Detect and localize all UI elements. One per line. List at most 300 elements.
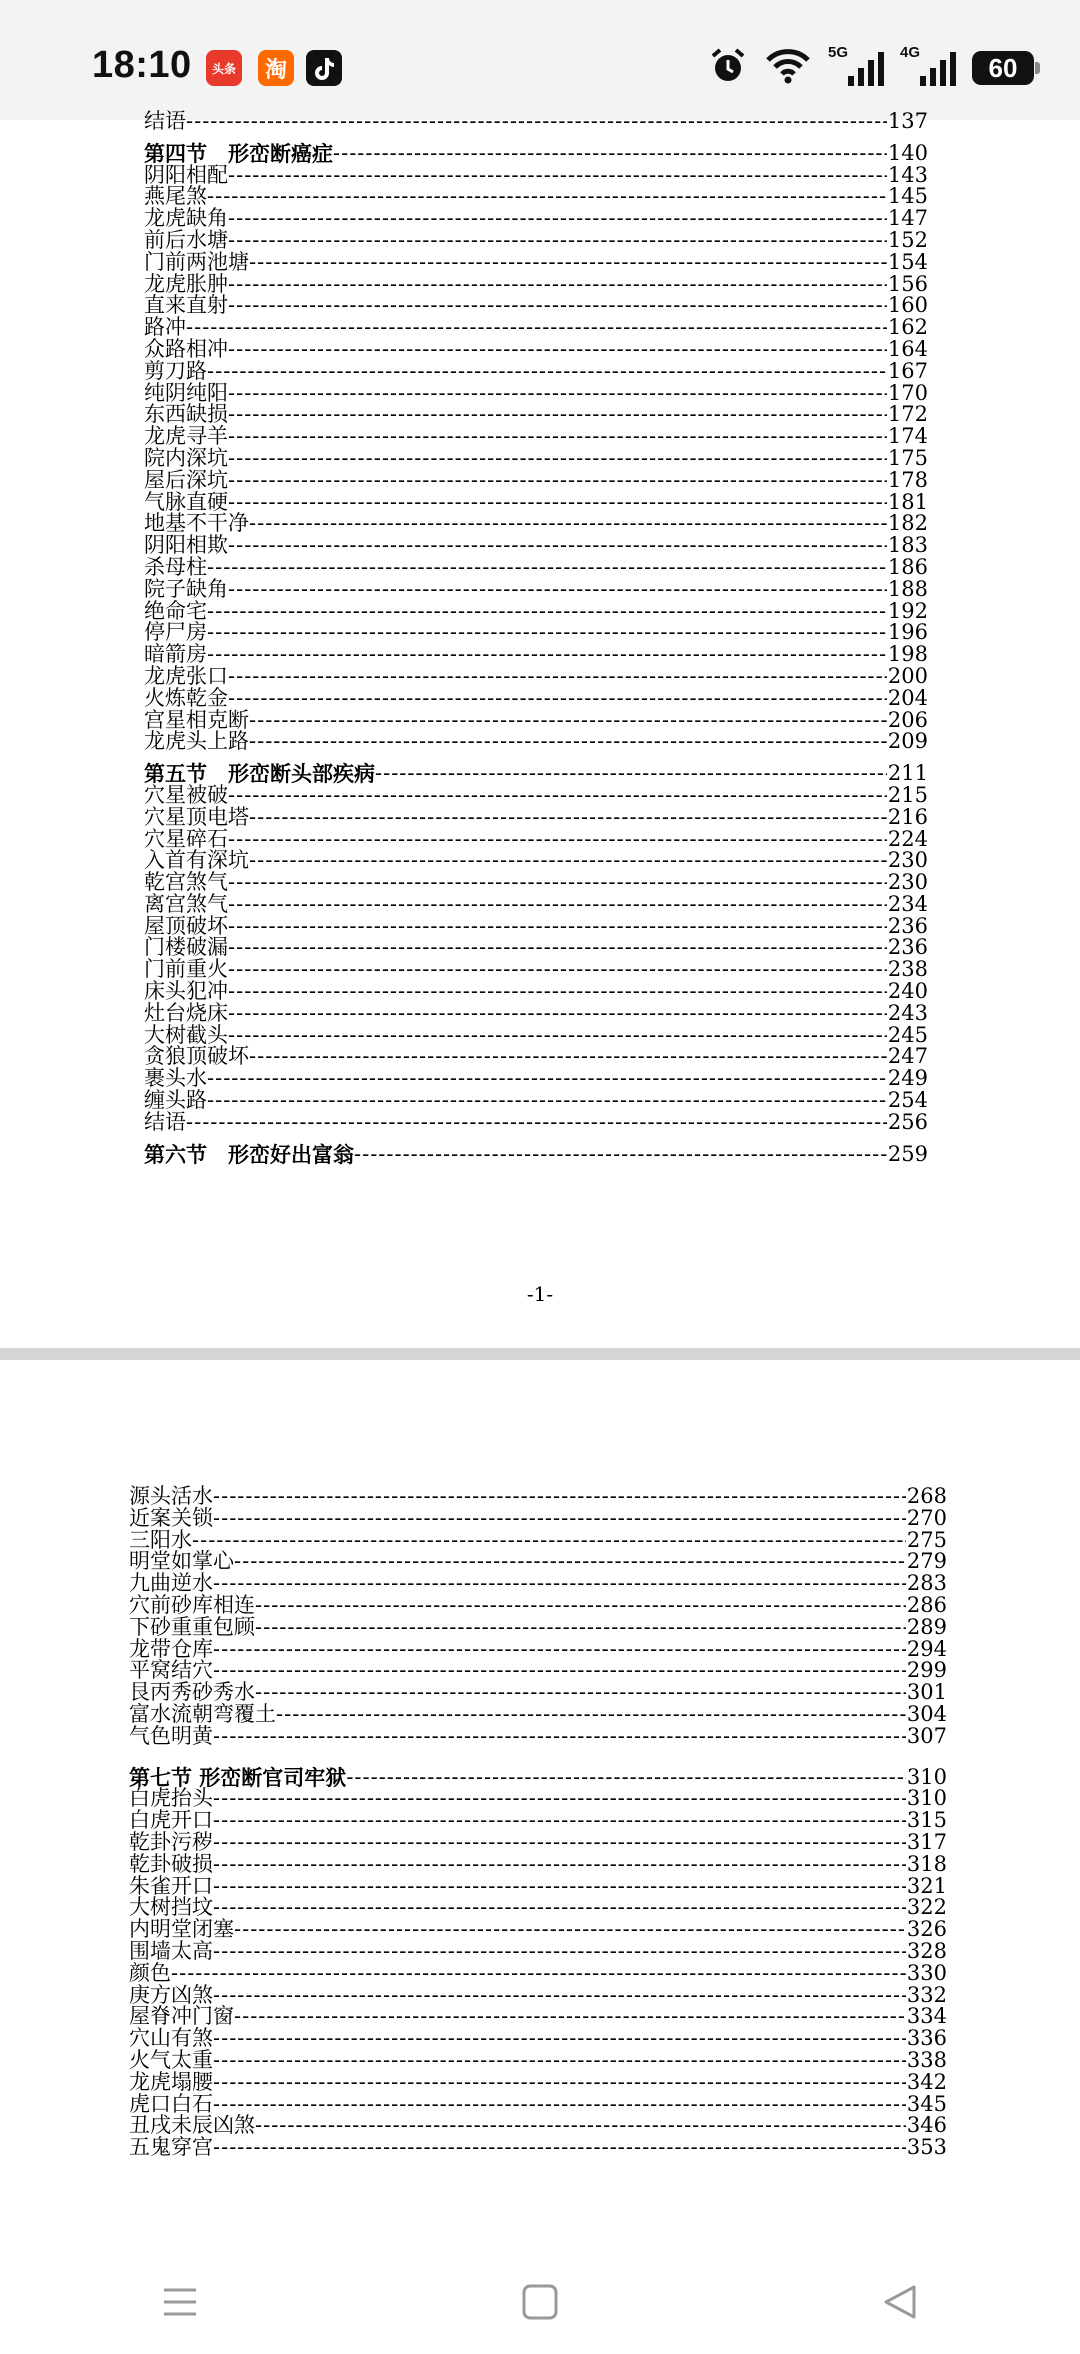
toc-entry-label: 近案关锁	[129, 1505, 213, 1530]
toc-entry-page: 178	[887, 467, 928, 492]
toc-leader	[228, 404, 887, 426]
status-time: 18:10	[92, 44, 192, 86]
toc-entry	[144, 271, 928, 296]
toc-entry	[129, 1527, 947, 1552]
toc-leader	[207, 622, 887, 644]
toc-entry	[144, 513, 928, 535]
toc-leader	[234, 1551, 906, 1573]
toc-entry-label: 平窝结穴	[129, 1658, 213, 1683]
toc-entry-label: 结语	[144, 1109, 186, 1134]
toc-entry-page: 162	[887, 315, 928, 340]
toc-entry-page: 137	[887, 109, 928, 133]
toc-entry-label: 纯阴纯阳	[144, 380, 228, 405]
toc-entry-page: 304	[906, 1701, 947, 1726]
document-page-2[interactable]	[0, 1360, 1080, 2250]
toc-entry-label: 龙虎胀肿	[144, 271, 228, 296]
toc-entry-page: 249	[887, 1066, 928, 1091]
toc-entry-label: 绝命宅	[144, 598, 207, 623]
toc-entry-page: 174	[887, 424, 928, 449]
toc-entry-label: 源头活水	[129, 1484, 213, 1508]
toc-entry-page: 243	[887, 1000, 928, 1025]
page-number: -1-	[526, 1282, 554, 1306]
toc-list-page-1	[144, 111, 928, 1165]
toc-entry	[129, 1573, 947, 1595]
toc-entry	[129, 2047, 947, 2072]
toc-entry-label: 穴星被破	[144, 782, 228, 807]
toc-entry-label: 路冲	[144, 315, 186, 340]
toc-entry-page: 336	[906, 2026, 947, 2051]
toc-entry-page: 216	[887, 804, 928, 829]
toc-entry-page: 328	[906, 1938, 947, 1963]
toc-entry-page: 164	[887, 336, 928, 361]
toc-leader	[354, 1144, 887, 1166]
toc-entry	[144, 317, 928, 339]
toc-entry-label: 直来直射	[144, 293, 228, 318]
menu-button[interactable]	[140, 2272, 220, 2332]
toc-entry	[129, 1851, 947, 1876]
toc-entry-label: 朱雀开口	[129, 1873, 213, 1898]
toc-leader	[249, 252, 887, 274]
toc-entry-label: 颜色	[129, 1960, 171, 1985]
signal-4g-label: 4G	[900, 44, 921, 61]
toc-entry-page: 289	[906, 1614, 947, 1639]
toc-leader	[228, 535, 887, 557]
signal-5g-icon	[828, 44, 884, 86]
toc-entry-label: 结语	[144, 109, 186, 133]
toc-entry-label: 五鬼穿宫	[129, 2135, 213, 2160]
toc-entry-page: 317	[906, 1829, 947, 1854]
toc-entry-page: 326	[906, 1917, 947, 1942]
toc-leader	[207, 361, 887, 383]
toc-entry	[129, 2115, 947, 2137]
toc-section-row	[144, 140, 928, 166]
toc-entry-page: 334	[906, 2004, 947, 2029]
toc-entry-label: 乾宫煞气	[144, 870, 228, 895]
toc-leader	[234, 2006, 906, 2028]
toc-leader	[228, 829, 887, 851]
alarm-icon	[708, 46, 748, 90]
toc-entry-label: 围墙太高	[129, 1938, 213, 1963]
toc-entry-label: 穴山有煞	[129, 2026, 213, 2051]
toc-entry-label: 富水流朝弯覆土	[129, 1701, 276, 1726]
toc-entry-label: 九曲逆水	[129, 1571, 213, 1596]
toc-entry-label: 燕尾煞	[144, 184, 207, 209]
toc-entry-page: 143	[887, 162, 928, 187]
toc-leader	[228, 785, 887, 807]
toc-entry-page: 238	[887, 957, 928, 982]
toc-entry-page: 275	[906, 1527, 947, 1552]
toc-entry	[129, 1592, 947, 1617]
toc-entry-label: 大树挡坟	[129, 1895, 213, 1920]
toc-entry-page: 188	[887, 576, 928, 601]
status-icons	[708, 44, 1034, 92]
toc-entry-page: 211	[887, 761, 928, 786]
toc-entry-page: 294	[906, 1636, 947, 1661]
toc-leader	[213, 1660, 906, 1682]
toc-leader	[171, 1963, 906, 1985]
toc-entry	[129, 1701, 947, 1726]
toc-entry	[144, 336, 928, 361]
home-icon	[520, 2282, 560, 2322]
toc-leader	[213, 2028, 906, 2050]
toc-entry-label: 穴前砂库相连	[129, 1592, 255, 1617]
toc-entry-page: 215	[887, 782, 928, 807]
toc-entry-label: 穴星顶电塔	[144, 804, 249, 829]
toc-entry-page: 167	[887, 358, 928, 383]
toc-entry	[144, 1046, 928, 1068]
toc-entry-label: 白虎开口	[129, 1808, 213, 1833]
toc-entry	[144, 644, 928, 666]
toc-entry-page: 152	[887, 227, 928, 252]
toc-entry-page: 175	[887, 445, 928, 470]
toc-leader	[213, 1985, 906, 2007]
toc-entry-label: 裹头水	[144, 1066, 207, 1091]
toc-entry	[129, 1788, 947, 1810]
toc-entry	[129, 1960, 947, 1985]
toc-leader	[333, 143, 887, 165]
toc-entry-label: 龙虎缺角	[144, 206, 228, 231]
toc-entry-label: 乾卦污秽	[129, 1829, 213, 1854]
toc-entry-page: 279	[906, 1549, 947, 1574]
toc-leader	[213, 1726, 906, 1748]
toc-entry-page: 299	[906, 1658, 947, 1683]
toc-leader	[228, 1003, 887, 1025]
toc-leader	[249, 850, 887, 872]
toc-entry-page: 236	[887, 913, 928, 938]
toc-entry-page: 338	[906, 2047, 947, 2072]
toc-entry	[129, 1614, 947, 1639]
toc-leader	[346, 1767, 906, 1789]
toc-leader	[207, 644, 887, 666]
toc-leader	[249, 1046, 887, 1068]
toc-entry-page: 224	[887, 826, 928, 851]
toc-entry	[144, 1109, 928, 1134]
toc-entry-page: 230	[887, 870, 928, 895]
toc-entry	[144, 707, 928, 732]
toc-entry	[144, 891, 928, 916]
toc-entry-page: 353	[906, 2135, 947, 2160]
toc-entry	[129, 1636, 947, 1661]
toc-entry-label: 白虎抬头	[129, 1786, 213, 1811]
toc-entry-label: 龙带仓库	[129, 1636, 213, 1661]
toc-leader	[186, 317, 887, 339]
toc-entry-page: 321	[906, 1873, 947, 1898]
toc-entry-label: 下砂重重包顾	[129, 1614, 255, 1639]
toc-entry	[129, 1982, 947, 2007]
toc-entry	[129, 2006, 947, 2028]
toc-entry	[129, 1873, 947, 1898]
toc-entry-page: 154	[887, 249, 928, 274]
toc-leader	[228, 230, 887, 252]
toc-entry-page: 147	[887, 206, 928, 231]
toc-leader	[207, 186, 887, 208]
toc-entry-label: 穴星碎石	[144, 826, 228, 851]
toc-entry-page: 310	[906, 1786, 947, 1811]
toc-leader	[228, 383, 887, 405]
toc-entry	[144, 622, 928, 644]
toc-entry-label: 气脉直硬	[144, 489, 228, 514]
toc-entry-label: 离宫煞气	[144, 891, 228, 916]
toc-entry-page: 183	[887, 533, 928, 558]
toc-entry-page: 254	[887, 1088, 928, 1113]
toc-entry-label: 床头犯冲	[144, 979, 228, 1004]
toc-entry	[144, 467, 928, 492]
toc-entry	[144, 249, 928, 274]
toc-entry-page: 186	[887, 554, 928, 579]
toc-leader	[228, 981, 887, 1003]
toc-leader	[375, 763, 887, 785]
toc-entry-page: 182	[887, 511, 928, 536]
home-button[interactable]	[500, 2272, 580, 2332]
toc-entry-page: 198	[887, 642, 928, 667]
toc-entry-label: 屋脊冲门窗	[129, 2004, 234, 2029]
toc-leader	[207, 1068, 887, 1090]
toc-entry	[144, 295, 928, 317]
toc-entry-label: 屋顶破坏	[144, 913, 228, 938]
toc-entry-page: 170	[887, 380, 928, 405]
toc-entry-page: 330	[906, 1960, 947, 1985]
toc-entry-label: 内明堂闭塞	[129, 1917, 234, 1942]
wifi-icon	[764, 46, 812, 90]
toc-leader	[228, 426, 887, 448]
toc-entry-label: 虎口白石	[129, 2091, 213, 2116]
toc-leader	[213, 2050, 906, 2072]
toc-entry-page: 318	[906, 1851, 947, 1876]
toc-leader	[228, 1025, 887, 1047]
toc-entry-page: 286	[906, 1592, 947, 1617]
toc-leader	[207, 601, 887, 623]
toc-leader	[228, 208, 887, 230]
toc-leader	[213, 1486, 906, 1508]
toc-entry	[144, 1000, 928, 1025]
toc-entry-page: 256	[887, 1109, 928, 1134]
toc-entry-label: 第五节 形峦断头部疾病	[144, 761, 375, 787]
toc-entry	[144, 1068, 928, 1090]
toc-entry-page: 206	[887, 707, 928, 732]
toc-leader	[249, 710, 887, 732]
toc-entry	[129, 1919, 947, 1941]
toc-entry-page: 196	[887, 620, 928, 645]
toc-entry-label: 入首有深坑	[144, 848, 249, 873]
toc-entry	[144, 850, 928, 872]
toc-entry-label: 宫星相克断	[144, 707, 249, 732]
toc-entry-page: 247	[887, 1044, 928, 1069]
toc-leader	[192, 1530, 906, 1552]
toc-leader	[249, 807, 887, 829]
toc-entry-label: 乾卦破损	[129, 1851, 213, 1876]
toc-entry-label: 丑戌未辰凶煞	[129, 2113, 255, 2138]
toc-entry-label: 火炼乾金	[144, 685, 228, 710]
toc-leader	[228, 894, 887, 916]
toc-section-row	[144, 763, 928, 785]
toc-entry	[144, 663, 928, 688]
taobao-app-icon: 淘	[258, 50, 294, 86]
toc-entry-label: 龙虎寻羊	[144, 424, 228, 449]
menu-icon	[160, 2282, 200, 2322]
toc-entry	[144, 1022, 928, 1047]
toc-entry-page: 270	[906, 1505, 947, 1530]
toc-entry	[144, 872, 928, 894]
toc-leader	[213, 1876, 906, 1898]
toc-leader	[186, 111, 887, 133]
toc-entry	[144, 358, 928, 383]
toc-entry	[129, 1723, 947, 1748]
toc-leader	[255, 1682, 906, 1704]
toc-entry-page: 332	[906, 1982, 947, 2007]
toc-leader	[228, 165, 887, 187]
toc-entry-label: 第七节 形峦断官司牢狱	[129, 1764, 347, 1790]
toc-entry-page: 301	[906, 1680, 947, 1705]
toc-entry-page: 310	[906, 1764, 947, 1789]
toc-entry-label: 第六节 形峦好出富翁	[144, 1141, 354, 1167]
toc-entry-page: 307	[906, 1723, 947, 1748]
toc-entry	[129, 2028, 947, 2050]
toc-entry-page: 240	[887, 979, 928, 1004]
toc-entry-label: 众路相冲	[144, 336, 228, 361]
toc-entry	[144, 981, 928, 1003]
toc-entry-page: 156	[887, 271, 928, 296]
toc-entry	[144, 913, 928, 938]
toc-leader	[213, 1897, 906, 1919]
toc-entry	[144, 489, 928, 514]
toc-entry-label: 缠头路	[144, 1088, 207, 1113]
toc-leader	[255, 1617, 906, 1639]
toc-entry-label: 门前两池塘	[144, 249, 249, 274]
signal-4g-icon	[900, 44, 956, 86]
status-bar	[0, 0, 1080, 120]
toutiao-app-icon: 头条	[206, 50, 242, 86]
document-page-1[interactable]	[0, 109, 1080, 1348]
toc-entry-page: 345	[906, 2091, 947, 2116]
toc-entry	[144, 1090, 928, 1112]
toc-entry-label: 暗箭房	[144, 642, 207, 667]
toc-entry	[144, 598, 928, 623]
toc-entry-label: 剪刀路	[144, 358, 207, 383]
toc-entry-page: 342	[906, 2069, 947, 2094]
toc-entry	[129, 1897, 947, 1919]
toc-leader	[255, 2115, 906, 2137]
toc-entry	[144, 111, 928, 133]
toc-entry	[144, 782, 928, 807]
toc-entry-page: 200	[887, 663, 928, 688]
toc-entry	[129, 1505, 947, 1530]
toc-entry-label: 龙虎头上路	[144, 729, 249, 754]
toc-entry-label: 停尸房	[144, 620, 207, 645]
toc-entry-page: 145	[887, 184, 928, 209]
toc-entry-label: 庚方凶煞	[129, 1982, 213, 2007]
toc-entry-label: 院子缺角	[144, 576, 228, 601]
toc-entry	[144, 731, 928, 753]
toc-entry-page: 268	[906, 1484, 947, 1508]
toc-leader	[228, 295, 887, 317]
toc-entry	[129, 1810, 947, 1832]
page-divider	[0, 1348, 1080, 1360]
toc-entry	[129, 2069, 947, 2094]
toc-leader	[186, 1112, 887, 1134]
toc-entry	[144, 554, 928, 579]
toc-section-row	[129, 1764, 947, 1790]
toc-leader	[228, 916, 887, 938]
toc-leader	[228, 274, 887, 296]
toc-entry-page: 315	[906, 1808, 947, 1833]
toc-entry-label: 前后水塘	[144, 227, 228, 252]
toc-entry-label: 贪狼顶破坏	[144, 1044, 249, 1069]
toc-entry	[144, 404, 928, 426]
toc-leader	[213, 1832, 906, 1854]
toc-leader	[213, 1788, 906, 1810]
toc-entry-page: 234	[887, 891, 928, 916]
toc-entry-page: 192	[887, 598, 928, 623]
toc-leader	[213, 1508, 906, 1530]
toc-leader	[228, 666, 887, 688]
navigation-bar	[0, 2250, 1080, 2354]
toc-entry	[129, 1551, 947, 1573]
toc-entry-label: 第四节 形峦断癌症	[144, 140, 333, 166]
toc-entry-label: 大树截头	[144, 1022, 228, 1047]
toc-entry-page: 245	[887, 1022, 928, 1047]
toc-leader	[234, 1919, 906, 1941]
toc-entry	[129, 2137, 947, 2159]
toc-entry-label: 龙虎塌腰	[129, 2069, 213, 2094]
toc-leader	[228, 688, 887, 710]
toc-entry-page: 230	[887, 848, 928, 873]
toc-entry-page: 322	[906, 1895, 947, 1920]
toc-entry-label: 阴阳相配	[144, 162, 228, 187]
toc-entry	[129, 1660, 947, 1682]
toc-entry-page: 204	[887, 685, 928, 710]
toc-entry	[129, 1938, 947, 1963]
toc-entry	[144, 445, 928, 470]
battery-icon: 60	[972, 51, 1034, 85]
back-button[interactable]	[860, 2272, 940, 2332]
toc-leader	[207, 1090, 887, 1112]
toc-entry	[144, 804, 928, 829]
signal-5g-label: 5G	[828, 44, 849, 61]
toc-entry-label: 阴阳相欺	[144, 533, 228, 558]
toc-entry	[144, 826, 928, 851]
toc-entry-label: 灶台烧床	[144, 1000, 228, 1025]
toc-leader	[228, 470, 887, 492]
tiktok-app-icon	[306, 50, 342, 86]
toc-entry	[129, 1486, 947, 1508]
toc-entry	[144, 208, 928, 230]
toc-leader	[228, 492, 887, 514]
toc-entry	[144, 685, 928, 710]
toc-leader	[228, 339, 887, 361]
toc-entry-label: 火气太重	[129, 2047, 213, 2072]
toc-entry	[144, 959, 928, 981]
toc-leader	[213, 1810, 906, 1832]
toc-entry-label: 艮丙秀砂秀水	[129, 1680, 255, 1705]
toc-list-page-2	[129, 1486, 947, 2159]
toc-entry-label: 气色明黄	[129, 1723, 213, 1748]
toc-leader	[213, 2094, 906, 2116]
toc-entry	[144, 937, 928, 959]
toc-leader	[213, 1941, 906, 1963]
toc-entry-label: 东西缺损	[144, 402, 228, 427]
toc-entry	[144, 186, 928, 208]
toc-leader	[213, 1573, 906, 1595]
toc-entry	[129, 1682, 947, 1704]
toc-leader	[213, 1639, 906, 1661]
toc-entry-page: 209	[887, 729, 928, 754]
toc-entry-label: 门前重火	[144, 957, 228, 982]
toc-entry	[129, 2091, 947, 2116]
toc-entry-page: 172	[887, 402, 928, 427]
toc-entry-label: 明堂如掌心	[129, 1549, 234, 1574]
toc-entry	[144, 227, 928, 252]
toc-entry-page: 346	[906, 2113, 947, 2138]
